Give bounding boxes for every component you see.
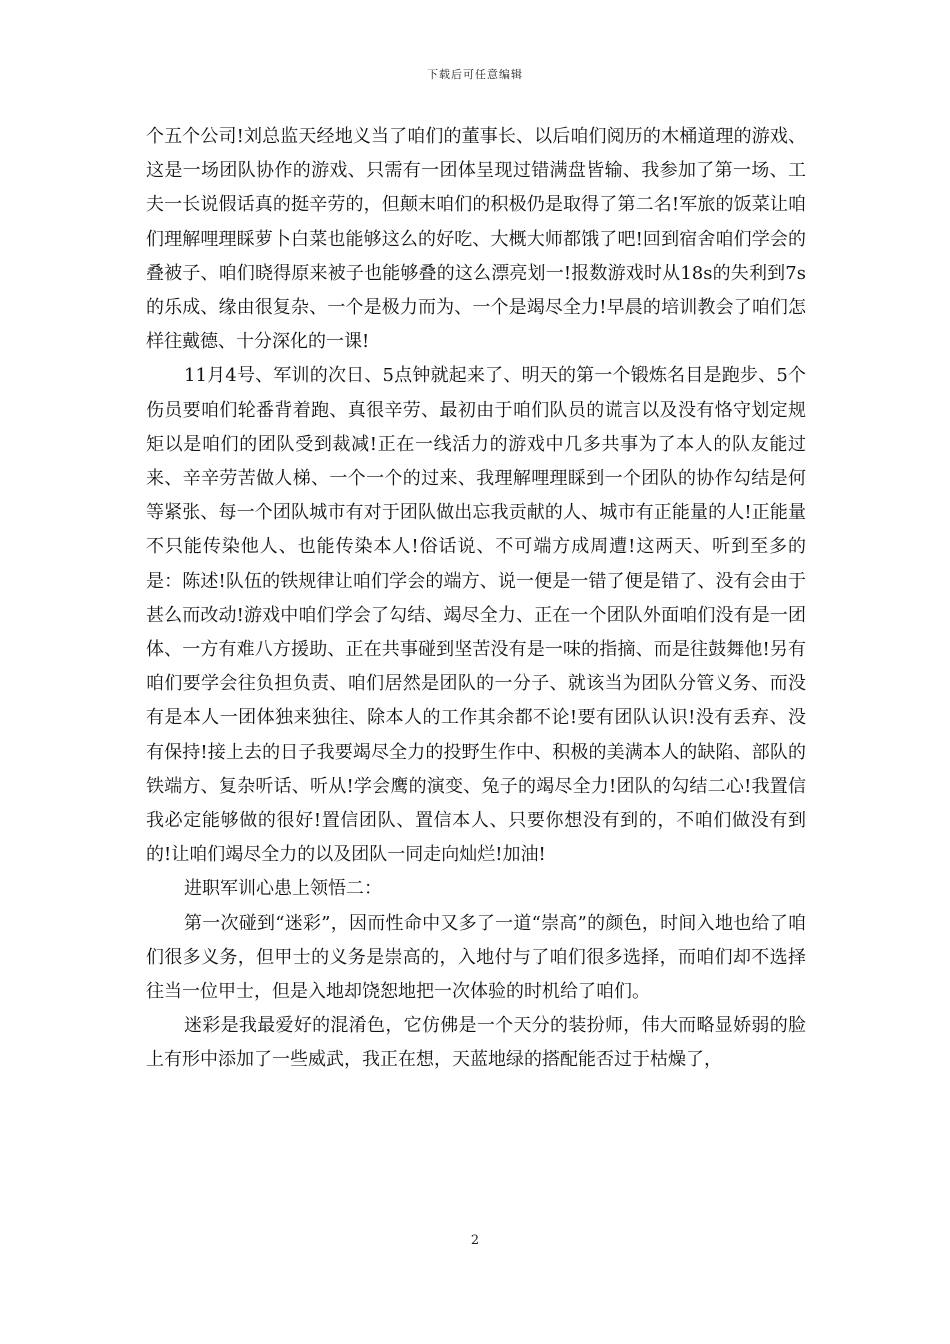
- document-body: [146, 120, 806, 1078]
- page-number: 2: [470, 1233, 480, 1248]
- paragraph-1: 个五个公司!刘总监天经地义当了咱们的董事长、以后咱们阅历的木桶道理的游戏、这是一场团队协作的游戏、只需有一团体呈现过错满盘皆输、我参加了第一场、工夫一长说假话真的挺辛劳的，但颠末咱们的积极仍是取得了第二名!军旅的饭菜让咱们理解哩理睬萝卜白菜也能够这么的好吃、大概大师都饿了吧!回到宿舍咱们学会的叠被子、咱们晓得原来被子也能够叠的这么漂亮划一!报数游戏时从18s的失利到7s的乐成、缘由很复杂、一个是极力而为、一个是竭尽全力!早晨的培训教会了咱们怎样往戴德、十分深化的一课!: [146, 126, 806, 353]
- paragraph-4: 迷彩是我最爱好的混淆色，它仿佛是一个天分的装扮师，伟大而略显娇弱的脸上有形中添加了一些威武，我正在想，天蓝地绿的搭配能否过于枯燥了，: [146, 1015, 806, 1071]
- section-heading: 进职军训心患上领悟二：: [184, 878, 382, 900]
- page-header: 下载后可任意编辑: [427, 68, 523, 81]
- paragraph-2: 11月4号、军训的次日、5点钟就起来了、明天的第一个锻炼名目是跑步、5个伤员要咱们轮番背着跑、真很辛劳、最初由于咱们队员的谎言以及没有恪守划定规矩以是咱们的团队受到裁减!正在一线活力的游戏中几多共事为了本人的队友能过来、辛辛劳苦做人梯、一个一个的过来、我理解哩理睬到一个团队的协作勾结是何等紧张、每一个团队城市有对于团队做出忘我贡献的人、城市有正能量的人!正能量不只能传染他人、也能传染本人!俗话说、不可端方成周遭!这两天、听到至多的是：陈述!队伍的铁规律让咱们学会的端方、说一便是一错了便是错了、没有会由于甚么而改动!游戏中咱们学会了勾结、竭尽全力、正在一个团队外面咱们没有是一团体、一方有难八方援助、正在共事碰到坚苦没有是一味的指摘、而是往鼓舞他!另有咱们要学会往负担负责、咱们居然是团队的一分子、就该当为团队分管义务、而没有是本人一团体独来独往、除本人的工作其余都不论!要有团队认识!没有丢弃、没有保持!接上去的日子我要竭尽全力的投野生作中、积极的美满本人的缺陷、部队的铁端方、复杂听话、听从!学会鹰的演变、兔子的竭尽全力!团队的勾结二心!我置信我必定能够做的很好!置信团队、置信本人、只要你想没有到的，不咱们做没有到的!让咱们竭尽全力的以及团队一同走向灿烂!加油!: [146, 365, 806, 866]
- paragraph-3: 第一次碰到“迷彩”，因而性命中又多了一道“崇高”的颜色，时间入地也给了咱们很多义务，但甲士的义务是崇高的，入地付与了咱们很多选择，而咱们却不选择往当一位甲士，但是入地却饶恕地把一次体验的时机给了咱们。: [146, 912, 806, 1003]
